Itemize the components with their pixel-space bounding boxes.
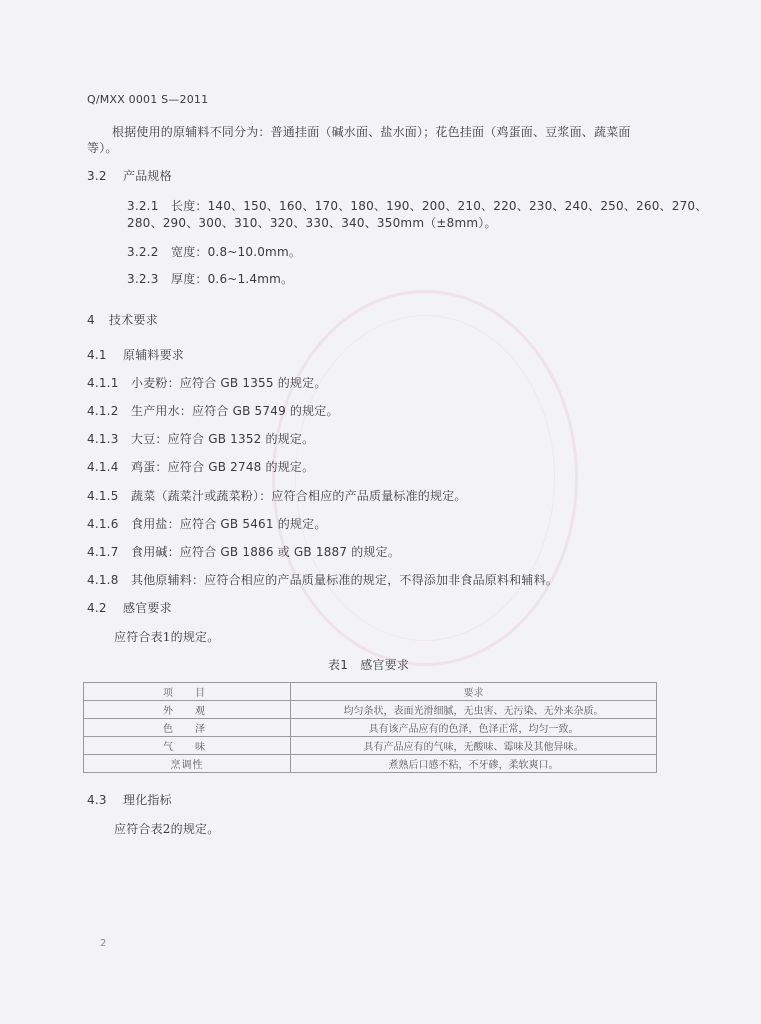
section-number: 4.3 <box>87 793 107 807</box>
sensory-requirements-table <box>83 682 657 773</box>
section-title: 技术要求 <box>109 313 158 327</box>
intro-line-2: 等）。 <box>87 141 118 155</box>
table-row <box>84 701 657 719</box>
section-title: 理化指标 <box>123 793 172 807</box>
clause-number: 4.1.7 <box>87 545 119 559</box>
clause-number: 3.2.3 <box>127 272 159 286</box>
clause-4-1-4 <box>87 459 314 475</box>
clause-text: 长度：140、150、160、170、180、190、200、210、220、230、240、250、260、270、 <box>171 199 708 213</box>
section-3-2-heading <box>87 168 172 184</box>
table-cell-requirement: 具有产品应有的气味，无酸味、霉味及其他异味。 <box>290 737 656 755</box>
section-title: 原辅料要求 <box>123 348 185 362</box>
section-number: 4.1 <box>87 348 107 362</box>
table-header-row <box>84 683 657 701</box>
header-code: Q/MXX 0001 S—2011 <box>87 93 209 106</box>
section-4-2-text: 应符合表1的规定。 <box>114 630 220 644</box>
clause-text: 厚度：0.6~1.4mm。 <box>171 272 294 286</box>
section-number: 4.2 <box>87 601 107 615</box>
clause-number: 4.1.4 <box>87 460 119 474</box>
table-cell-item: 烹调性 <box>84 755 291 773</box>
section-number: 4 <box>87 313 95 327</box>
table-row <box>84 755 657 773</box>
clause-4-1-1 <box>87 375 327 391</box>
page-number: 2 <box>100 938 107 949</box>
clause-number: 3.2.2 <box>127 245 159 259</box>
clause-4-1-3 <box>87 431 314 447</box>
clause-3-2-1-continued: 280、290、300、310、320、330、340、350mm（±8mm）。 <box>127 216 497 230</box>
section-title: 感官要求 <box>123 601 172 615</box>
official-seal-stamp <box>272 290 578 666</box>
clause-3-2-3 <box>127 271 293 287</box>
section-title: 产品规格 <box>123 169 172 183</box>
clause-4-1-5 <box>87 488 467 504</box>
clause-number: 4.1.3 <box>87 432 119 446</box>
clause-number: 3.2.1 <box>127 199 159 213</box>
section-4-3-text: 应符合表2的规定。 <box>114 822 220 836</box>
table-cell-item: 气 味 <box>84 737 291 755</box>
table-1-caption: 表1 感官要求 <box>328 658 410 672</box>
clause-number: 4.1.5 <box>87 489 119 503</box>
table-cell-requirement: 具有该产品应有的色泽，色泽正常，均匀一致。 <box>290 719 656 737</box>
clause-text: 大豆：应符合 GB 1352 的规定。 <box>131 432 315 446</box>
clause-text: 生产用水：应符合 GB 5749 的规定。 <box>131 404 339 418</box>
clause-number: 4.1.8 <box>87 573 119 587</box>
clause-text: 鸡蛋：应符合 GB 2748 的规定。 <box>131 460 315 474</box>
table-header-cell: 项 目 <box>84 683 291 701</box>
section-number: 3.2 <box>87 169 107 183</box>
table-header-cell: 要求 <box>290 683 656 701</box>
clause-number: 4.1.2 <box>87 404 119 418</box>
clause-text: 蔬菜（蔬菜汁或蔬菜粉）：应符合相应的产品质量标准的规定。 <box>131 489 467 503</box>
clause-4-1-6 <box>87 516 327 532</box>
table-cell-item: 色 泽 <box>84 719 291 737</box>
clause-4-1-8 <box>87 572 558 588</box>
clause-text: 宽度：0.8~10.0mm。 <box>171 245 302 259</box>
table-cell-item: 外 观 <box>84 701 291 719</box>
clause-text: 食用盐：应符合 GB 5461 的规定。 <box>131 517 327 531</box>
table-cell-requirement: 煮熟后口感不粘，不牙碜，柔软爽口。 <box>290 755 656 773</box>
table-row <box>84 719 657 737</box>
section-4-3-heading <box>87 792 172 808</box>
clause-number: 4.1.6 <box>87 517 119 531</box>
clause-text: 食用碱：应符合 GB 1886 或 GB 1887 的规定。 <box>131 545 401 559</box>
clause-text: 其他原辅料：应符合相应的产品质量标准的规定，不得添加非食品原料和辅料。 <box>131 573 559 587</box>
clause-text: 小麦粉：应符合 GB 1355 的规定。 <box>131 376 327 390</box>
clause-number: 4.1.1 <box>87 376 119 390</box>
table-row <box>84 737 657 755</box>
clause-3-2-1 <box>127 198 707 214</box>
section-4-2-heading <box>87 600 172 616</box>
clause-4-1-2 <box>87 403 339 419</box>
clause-3-2-2 <box>127 244 301 260</box>
section-4-heading <box>87 312 158 328</box>
intro-line-1: 根据使用的原辅料不同分为：普通挂面（碱水面、盐水面）；花色挂面（鸡蛋面、豆浆面、蔬菜面 <box>112 125 631 139</box>
clause-4-1-7 <box>87 544 400 560</box>
table-cell-requirement: 均匀条状，表面光滑细腻，无虫害、无污染、无外来杂质。 <box>290 701 656 719</box>
section-4-1-heading <box>87 347 184 363</box>
